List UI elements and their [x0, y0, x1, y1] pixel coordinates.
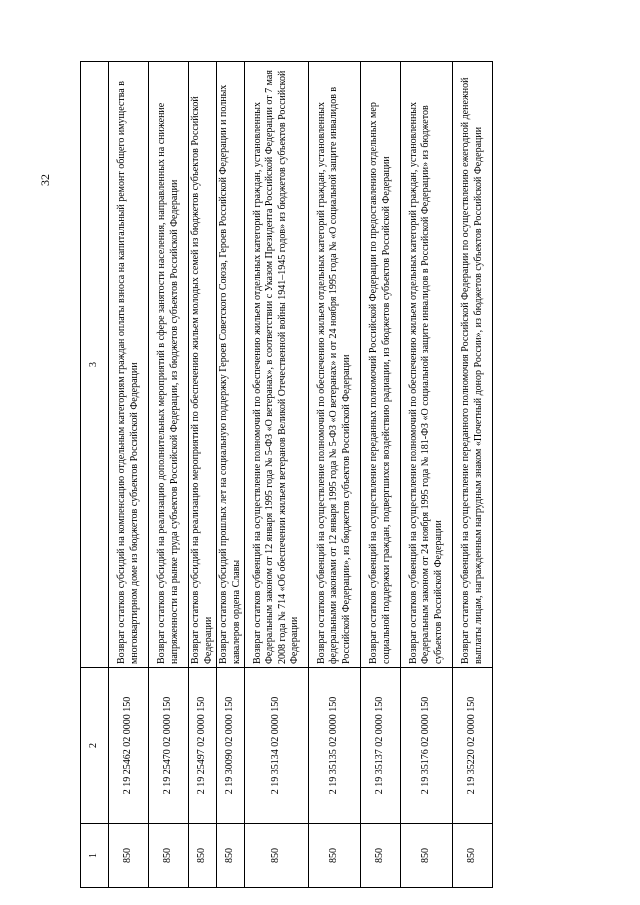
admin-code-cell: 850	[453, 824, 493, 888]
column-header-2: 2	[81, 668, 109, 824]
budget-code-cell: 2 19 25497 02 0000 150	[189, 668, 217, 824]
table-row	[109, 62, 149, 888]
admin-code-cell: 850	[245, 824, 309, 888]
column-header-3: 3	[81, 62, 109, 668]
budget-code-cell: 2 19 35135 02 0000 150	[309, 668, 361, 824]
admin-code-cell: 850	[149, 824, 189, 888]
revenue-name-cell: Возврат остатков субсидий на реализацию дополнительных мероприятий в сфере занятости населения, направленных на снижение напряженности на рынке труда субъектов Российской Федерации, из бюджетов субъектов Российской Федерации	[149, 62, 189, 668]
table-row	[245, 62, 309, 888]
revenue-name-cell: Возврат остатков субвенций на осуществление полномочий по обеспечению жильем отдельных категорий граждан, установленных федеральными законами от 12 января 1995 года № 5-ФЗ «О ветеранах» и от 24 ноября 1995 года № «О социальной защите инвалидов в Российской Федерации», из бюджетов субъектов Российской Федерации	[309, 62, 361, 668]
budget-code-cell: 2 19 35137 02 0000 150	[361, 668, 401, 824]
admin-code-cell: 850	[189, 824, 217, 888]
table-row	[217, 62, 245, 888]
admin-code-cell: 850	[309, 824, 361, 888]
column-header-1: 1	[81, 824, 109, 888]
revenue-name-cell: Возврат остатков субвенций на осуществление переданных полномочий Российской Федерации по предоставлению отдельных мер социальной поддержки граждан, подвергшихся воздействию радиации, из бюджетов субъектов Российской Федерации	[361, 62, 401, 668]
table-header-row	[81, 62, 109, 888]
budget-code-cell: 2 19 35220 02 0000 150	[453, 668, 493, 824]
budget-code-cell: 2 19 25470 02 0000 150	[149, 668, 189, 824]
admin-code-cell: 850	[217, 824, 245, 888]
table-row	[309, 62, 361, 888]
table-row	[189, 62, 217, 888]
page-number: 32	[38, 174, 52, 186]
revenue-name-cell: Возврат остатков субсидий на компенсацию отдельным категориям граждан оплаты взноса на капитальный ремонт общего имущества в многоквартирном доме из бюджетов субъектов Российской Федерации	[109, 62, 149, 668]
table-row	[401, 62, 453, 888]
admin-code-cell: 850	[361, 824, 401, 888]
revenue-name-cell: Возврат остатков субвенций на осуществление полномочий по обеспечению жильем отдельных категорий граждан, установленных Федеральным законом от 24 ноября 1995 года № 181-ФЗ «О социальной защите инвалидов в Российской Федерации» из бюджетов субъектов Российской Федерации	[401, 62, 453, 668]
admin-code-cell: 850	[401, 824, 453, 888]
table-row	[149, 62, 189, 888]
revenue-name-cell: Возврат остатков субвенций на осуществление полномочий по обеспечению жильем отдельных категорий граждан, установленных Федеральным законом от 12 января 1995 года № 5-ФЗ «О ветеранах», в соответствии с Указом Президента Российской Федерации от 7 мая 2008 года № 714 «Об обеспечении жильем ветеранов Великой Отечественной войны 1941–1945 годов» из бюджетов субъектов Российской Федерации	[245, 62, 309, 668]
budget-classification-table	[80, 61, 493, 888]
table-row	[361, 62, 401, 888]
budget-code-cell: 2 19 35134 02 0000 150	[245, 668, 309, 824]
admin-code-cell: 850	[109, 824, 149, 888]
budget-code-cell: 2 19 25462 02 0000 150	[109, 668, 149, 824]
revenue-name-cell: Возврат остатков субсидий прошлых лет на социальную поддержку Героев Советского Союза, Героев Российской Федерации и полных кавалеров ордена Славы	[217, 62, 245, 668]
budget-code-cell: 2 19 35176 02 0000 150	[401, 668, 453, 824]
rotated-table-wrapper	[80, 62, 530, 888]
revenue-name-cell: Возврат остатков субсидий на реализацию мероприятий по обеспечению жильем молодых семей из бюджетов субъектов Российской Федерации	[189, 62, 217, 668]
table-row	[453, 62, 493, 888]
budget-code-cell: 2 19 30090 02 0000 150	[217, 668, 245, 824]
revenue-name-cell: Возврат остатков субвенций на осуществление переданного полномочия Российской Федерации по осуществлению ежегодной денежной выплаты лицам, награжденным нагрудным знаком «Почетный донор России», из бюджетов субъектов Российской Федерации	[453, 62, 493, 668]
